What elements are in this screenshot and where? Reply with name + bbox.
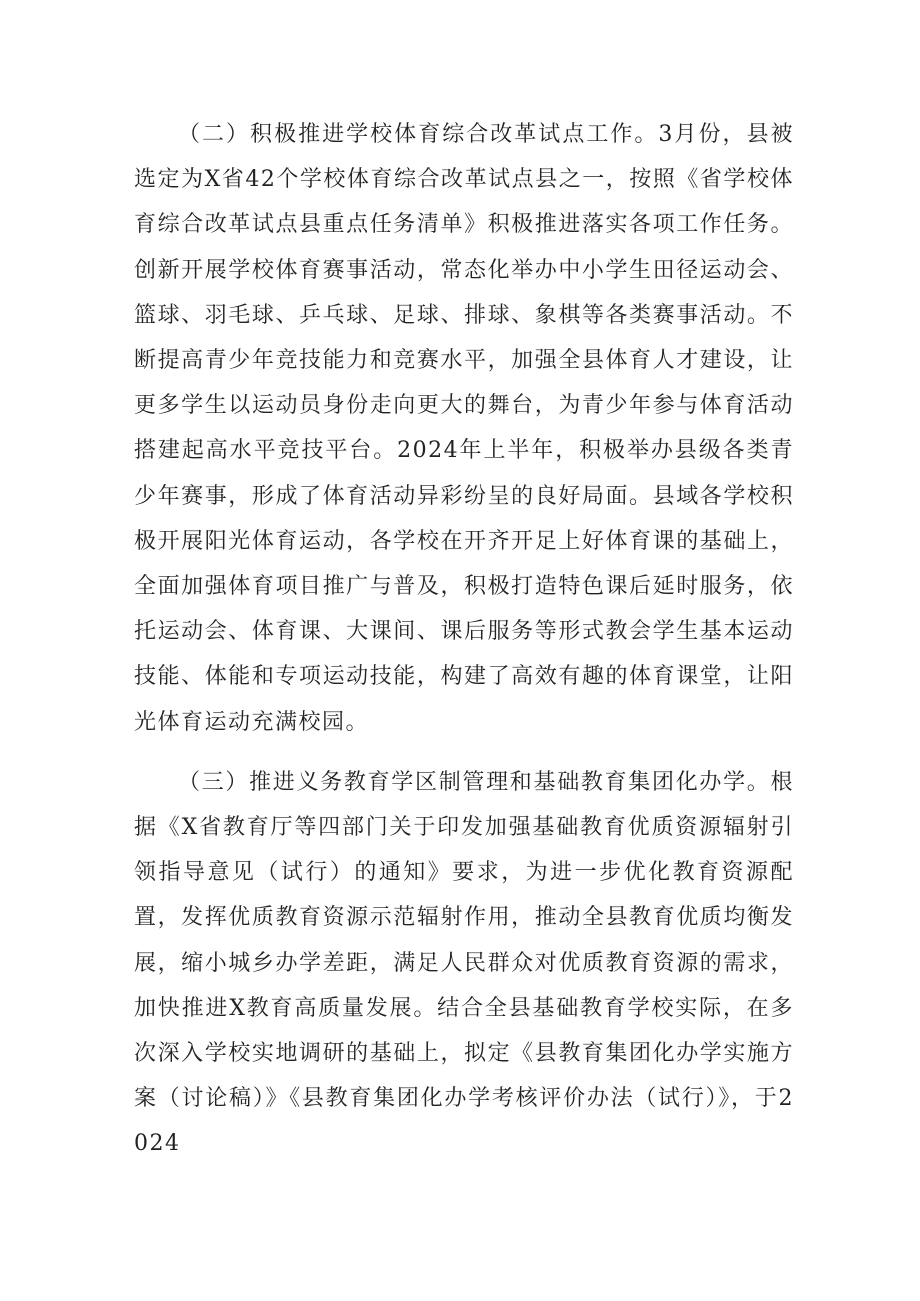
paragraph-education-group: （三）推进义务教育学区制管理和基础教育集团化办学。根据《X省教育厅等四部门关于印发加强基础教育优质资源辐射引领指导意见（试行）的通知》要求，为进一步优化教育资源配置，发挥优质教育资源示范辐射作用，推动全县教育优质均衡发展，缩小城乡办学差距，满足人民群众对优质教育资源的需求，加快推进X教育高质量发展。结合全县基础教育学校实际，在多次深入学校实地调研的基础上，拟定《县教育集团化办学实施方案（讨论稿）》《县教育集团化办学考核评价办法（试行）》，于2024 — [134, 769, 794, 1157]
document-body — [134, 112, 794, 1182]
paragraph-sports-reform: （二）积极推进学校体育综合改革试点工作。3月份，县被选定为X省42个学校体育综合改革试点县之一，按照《省学校体育综合改革试点县重点任务清单》积极推进落实各项工作任务。创新开展学校体育赛事活动，常态化举办中小学生田径运动会、篮球、羽毛球、乒乓球、足球、排球、象棋等各类赛事活动。不断提高青少年竞技能力和竞赛水平，加强全县体育人才建设，让更多学生以运动员身份走向更大的舞台，为青少年参与体育活动搭建起高水平竞技平台。2024年上半年，积极举办县级各类青少年赛事，形成了体育活动异彩纷呈的良好局面。县域各学校积极开展阳光体育运动，各学校在开齐开足上好体育课的基础上，全面加强体育项目推广与普及，积极打造特色课后延时服务，依托运动会、体育课、大课间、课后服务等形式教会学生基本运动技能、体能和专项运动技能，构建了高效有趣的体育课堂，让阳光体育运动充满校园。 — [134, 122, 794, 735]
